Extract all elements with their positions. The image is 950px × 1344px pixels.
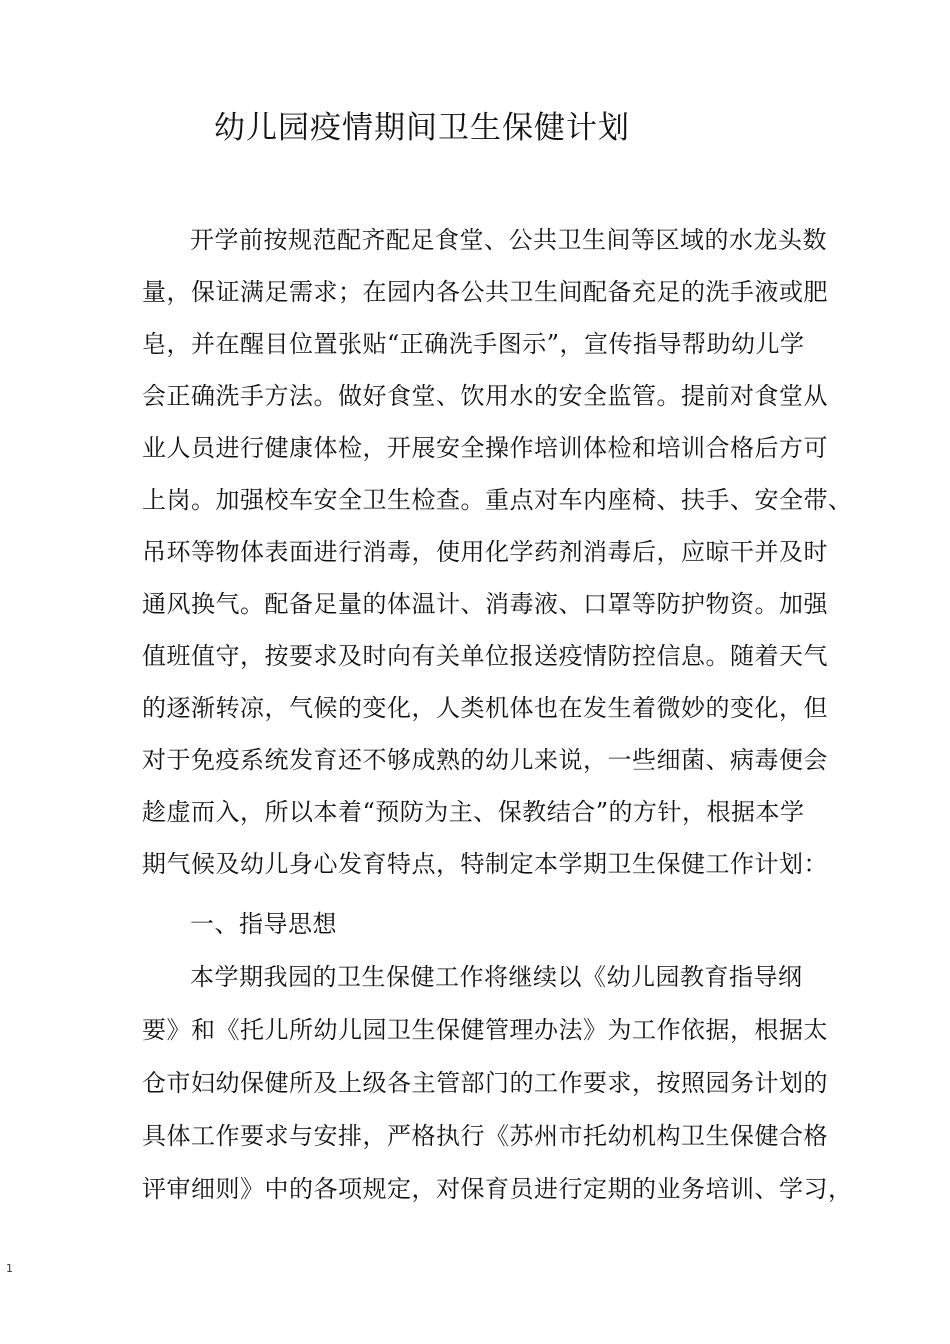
paragraph-line: 趁虚而入，所以本着“预防为主、保教结合”的方针，根据本学 (142, 798, 805, 826)
paragraph-line: 上岗。加强校车安全卫生检查。重点对车内座椅、扶手、安全带、 (142, 486, 853, 514)
paragraph-line: 评审细则》中的各项规定，对保育员进行定期的业务培训、学习， (142, 1175, 853, 1203)
document-title: 幼儿园疫情期间卫生保健计划 (214, 110, 630, 146)
paragraph-line: 会正确洗手方法。做好食堂、饮用水的安全监管。提前对食堂从 (142, 382, 828, 410)
paragraph-line: 对于免疫系统发育还不够成熟的幼儿来说，一些细菌、病毒便会 (142, 746, 828, 774)
page-number: 1 (6, 1262, 13, 1275)
paragraph-line: 吊环等物体表面进行消毒，使用化学药剂消毒后，应晾干并及时 (142, 538, 828, 566)
paragraph-line: 具体工作要求与安排，严格执行《苏州市托幼机构卫生保健合格 (142, 1122, 828, 1150)
paragraph-line: 业人员进行健康体检，开展安全操作培训体检和培训合格后方可 (142, 434, 828, 462)
paragraph-line: 量，保证满足需求；在园内各公共卫生间配备充足的洗手液或肥 (142, 278, 828, 306)
section-heading: 一、指导思想 (190, 910, 337, 938)
paragraph-line: 本学期我园的卫生保健工作将继续以《幼儿园教育指导纲 (190, 963, 803, 991)
paragraph-line: 的逐渐转凉，气候的变化，人类机体也在发生着微妙的变化，但 (142, 694, 828, 722)
paragraph-line: 要》和《托儿所幼儿园卫生保健管理办法》为工作依据，根据太 (142, 1016, 828, 1044)
paragraph-line: 通风换气。配备足量的体温计、消毒液、口罩等防护物资。加强 (142, 590, 828, 618)
paragraph-line: 皂，并在醒目位置张贴“正确洗手图示”，宣传指导帮助幼儿学 (142, 330, 805, 358)
paragraph-line: 开学前按规范配齐配足食堂、公共卫生间等区域的水龙头数 (190, 226, 827, 254)
paragraph-line: 期气候及幼儿身心发育特点，特制定本学期卫生保健工作计划： (142, 850, 828, 878)
paragraph-line: 仓市妇幼保健所及上级各主管部门的工作要求，按照园务计划的 (142, 1069, 828, 1097)
paragraph-line: 值班值守，按要求及时向有关单位报送疫情防控信息。随着天气 (142, 642, 828, 670)
